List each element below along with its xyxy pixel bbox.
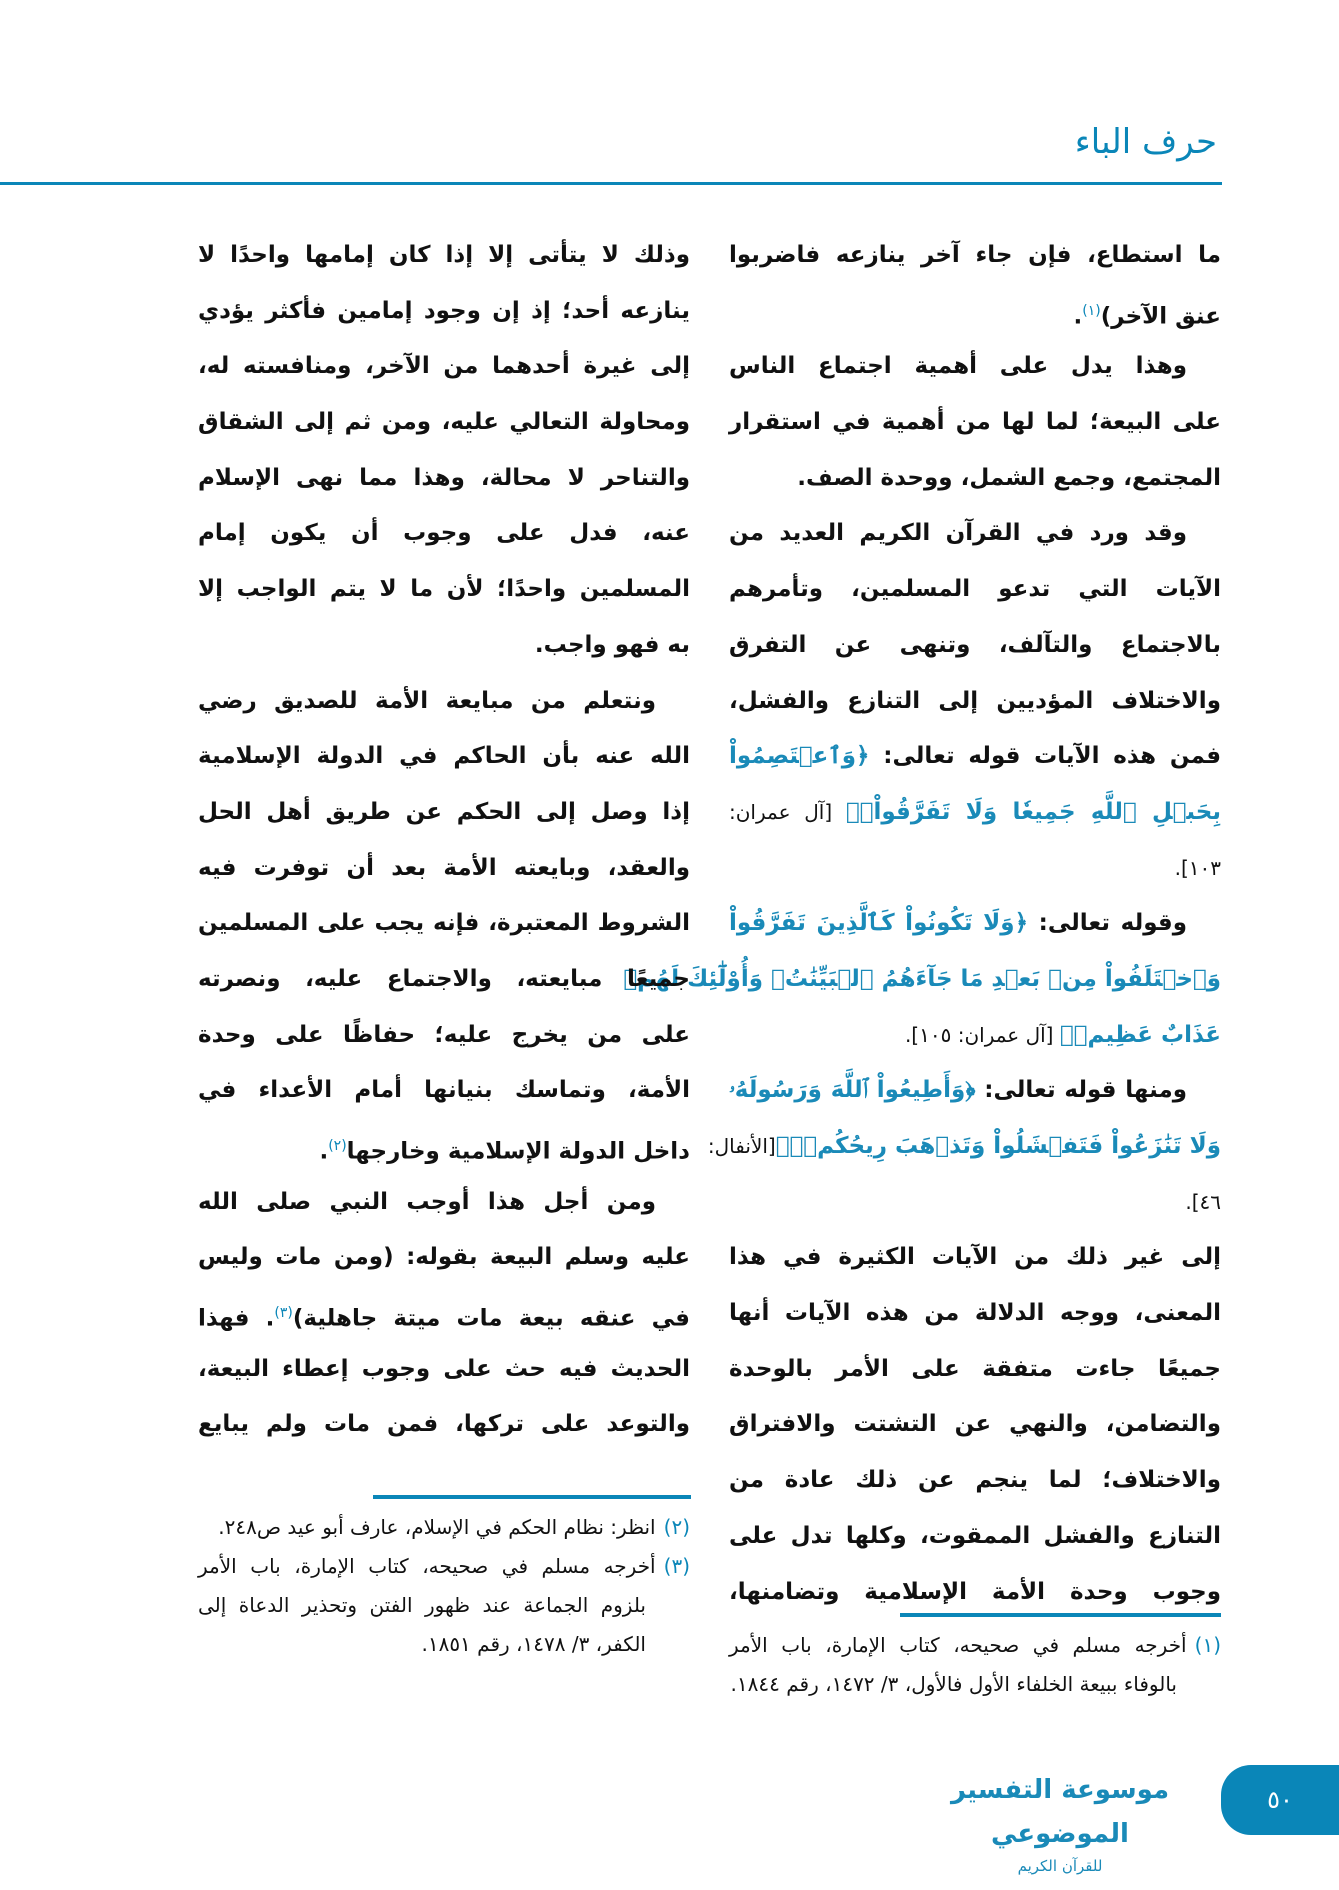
body-text: عنق الآخر) — [1100, 303, 1221, 330]
text-line — [729, 451, 1221, 507]
text-line — [729, 841, 1221, 897]
logo-title: موسوعة التفسير الموضوعي — [950, 1775, 1170, 1849]
header-rule — [0, 182, 1222, 185]
body-text: والاختلاف المؤديين إلى التنازع والفشل، — [729, 687, 1221, 714]
text-line — [198, 562, 690, 618]
footnote — [729, 1626, 1221, 1704]
text-line — [729, 1509, 1221, 1565]
text-line — [729, 896, 1221, 952]
logo-subtitle: للقرآن الكريم — [1017, 1857, 1103, 1875]
verse-reference: ١٠٣]. — [1174, 855, 1221, 880]
verse-reference: [الأنفال: — [707, 1134, 776, 1158]
body-text: وقد ورد في القرآن الكريم العديد من — [729, 520, 1187, 547]
text-line — [198, 1175, 690, 1231]
body-text: الآيات التي تدعو المسلمين، وتأمرهم — [729, 576, 1221, 603]
verse-reference: [آل عمران: ١٠٥]. — [904, 1022, 1060, 1047]
footnote-number: (١) — [1194, 1633, 1221, 1657]
text-line — [198, 284, 690, 340]
footnote-text: أخرجه مسلم في صحيحه، كتاب الإمارة، باب الأمر بلزوم الجماعة عند ظهور الفتن وتحذير الدعاة إلى الكفر، ٣/ ١٤٧٨، رقم ١٨٥١. — [198, 1554, 656, 1656]
quran-verse: وَٱخۡتَلَفُواْ مِنۢ بَعۡدِ مَا جَآءَهُمُ ٱلۡبَيِّنَٰتُۚ وَأُوْلَٰٓئِكَ لَهُمۡ — [623, 965, 1221, 992]
text-line — [729, 1008, 1221, 1064]
text-line — [198, 896, 690, 952]
left-column — [198, 228, 690, 1453]
body-text: جميعًا جاءت متفقة على الأمر بالوحدة — [729, 1355, 1221, 1382]
text-line — [729, 1286, 1221, 1342]
quran-verse: وَلَا تَنَٰزَعُواْ فَتَفۡشَلُواْ وَتَذۡهَبَ رِيحُكُمۡۖ﴾ — [775, 1133, 1221, 1159]
footnote-marker: (٢) — [328, 1138, 347, 1154]
text-line — [729, 395, 1221, 451]
body-text: الشروط المعتبرة، فإنه يجب على المسلمين — [198, 910, 690, 937]
body-text: إلى غيرة أحدهما من الآخر، ومنافسته له، — [198, 353, 690, 380]
body-text: على البيعة؛ لما لها من أهمية في استقرار — [729, 409, 1221, 436]
text-line — [729, 674, 1221, 730]
text-line — [198, 1119, 690, 1175]
footnotes-left — [198, 1508, 690, 1664]
text-line — [729, 562, 1221, 618]
body-text: ومن أجل هذا أوجب النبي صلى الله — [198, 1188, 656, 1215]
quran-verse: ﴿وَأَطِيعُواْ ٱللَّهَ وَرَسُولَهُۥ — [729, 1077, 976, 1104]
body-text: فمن هذه الآيات قوله تعالى: — [869, 743, 1221, 770]
text-line — [198, 395, 690, 451]
text-line — [729, 339, 1221, 395]
body-text: ما استطاع، فإن جاء آخر ينازعه فاضربوا — [729, 242, 1221, 268]
body-text: التنازع والفشل الممقوت، وكلها تدل على — [729, 1522, 1221, 1549]
body-text: إلى غير ذلك من الآيات الكثيرة في هذا — [729, 1244, 1221, 1271]
body-text: ونتعلم من مبايعة الأمة للصديق رضي — [198, 687, 656, 714]
body-text: وهذا يدل على أهمية اجتماع الناس — [729, 353, 1187, 380]
text-line — [729, 1397, 1221, 1453]
text-line — [729, 1063, 1221, 1119]
footnote-number: (٢) — [663, 1515, 690, 1539]
footnote-marker: (٣) — [274, 1305, 293, 1322]
text-line — [198, 228, 690, 284]
text-line — [198, 952, 690, 1008]
footnote-text: أخرجه مسلم في صحيحه، كتاب الإمارة، باب الأمر بالوفاء ببيعة الخلفاء الأول فالأول، ٣/ ١٤٧٢، رقم ١٨٤٤. — [729, 1633, 1187, 1696]
text-line — [729, 1230, 1221, 1286]
text-line — [198, 785, 690, 841]
footnote-text: انظر: نظام الحكم في الإسلام، عارف أبو عيد ص٢٤٨. — [218, 1515, 656, 1539]
body-text: ومنها قوله تعالى: — [975, 1077, 1187, 1104]
text-line — [707, 1119, 1221, 1175]
footnote-divider-right — [900, 1613, 1221, 1617]
text-line — [198, 451, 690, 507]
body-text: . — [1073, 303, 1083, 330]
text-line — [198, 618, 690, 674]
body-text: ومحاولة التعالي عليه، ومن ثم إلى الشقاق — [198, 409, 690, 436]
verse-reference: [آل عمران: — [729, 799, 846, 824]
footnote-marker: (١) — [1082, 302, 1101, 319]
body-text: جميعًا مبايعته، والاجتماع عليه، ونصرته — [198, 965, 690, 992]
quran-verse: بِحَبۡلِ ٱللَّهِ جَمِيعٗا وَلَا تَفَرَّقُواْۚ﴾ — [845, 798, 1221, 825]
encyclopedia-logo — [935, 1768, 1185, 1875]
body-text: به فهو واجب. — [534, 631, 690, 658]
body-text: وجوب وحدة الأمة الإسلامية وتضامنها، — [729, 1578, 1221, 1605]
text-line — [729, 785, 1221, 841]
text-line — [198, 1286, 690, 1342]
body-text: المعنى، ووجه الدلالة من هذه الآيات أنها — [729, 1300, 1221, 1327]
verse-reference: ٤٦]. — [1185, 1189, 1221, 1214]
text-line — [198, 841, 690, 897]
text-line — [729, 729, 1221, 785]
text-line — [198, 1230, 690, 1286]
body-text: . فهذا — [198, 1305, 275, 1332]
quran-verse: عَذَابٌ عَظِيمٞ﴾ — [1059, 1021, 1221, 1048]
body-text: بالاجتماع والتآلف، وتنهى عن التفرق — [729, 631, 1221, 658]
text-line — [198, 729, 690, 785]
body-text: والتوعد على تركها، فمن مات ولم يبايع — [198, 1411, 690, 1438]
body-text: المجتمع، وجمع الشمل، ووحدة الصف. — [797, 464, 1221, 491]
body-text: والعقد، وبايعته الأمة بعد أن توفرت فيه — [198, 854, 690, 881]
body-text: عليه وسلم البيعة بقوله: (ومن مات وليس — [198, 1244, 690, 1271]
text-line — [729, 618, 1221, 674]
chapter-title: حرف الباء — [1074, 122, 1217, 162]
text-line — [198, 506, 690, 562]
text-line — [198, 674, 690, 730]
footnote-number: (٣) — [663, 1554, 690, 1578]
body-text: والتضامن، والنهي عن التشتت والافتراق — [729, 1411, 1221, 1438]
body-text: . — [319, 1138, 329, 1165]
text-line — [729, 1565, 1221, 1621]
footnote — [198, 1508, 690, 1547]
body-text: عنه، فدل على وجوب أن يكون إمام — [198, 520, 690, 547]
body-text: وقوله تعالى: — [1028, 910, 1187, 937]
footnote-divider-left — [373, 1495, 691, 1499]
quran-verse: ﴿وَٱعۡتَصِمُواْ — [729, 743, 870, 770]
text-line — [729, 1342, 1221, 1398]
text-line — [198, 1397, 690, 1453]
text-line — [729, 1453, 1221, 1509]
body-text: على من يخرج عليه؛ حفاظًا على وحدة — [198, 1021, 690, 1048]
text-line — [729, 284, 1221, 340]
text-line — [729, 228, 1221, 284]
page-number: ٥٠ — [1221, 1765, 1339, 1835]
body-text: والتناحر لا محالة، وهذا مما نهى الإسلام — [198, 464, 690, 491]
body-text: الحديث فيه حث على وجوب إعطاء البيعة، — [198, 1355, 690, 1382]
body-text: داخل الدولة الإسلامية وخارجها — [346, 1138, 690, 1165]
text-line — [198, 1342, 690, 1398]
body-text: الأمة، وتماسك بنيانها أمام الأعداء في — [198, 1077, 690, 1104]
text-line — [198, 1063, 690, 1119]
body-text: الله عنه بأن الحاكم في الدولة الإسلامية — [198, 743, 690, 770]
body-text: ينازعه أحد؛ إذ إن وجود إمامين فأكثر يؤدي — [198, 297, 690, 324]
text-line — [729, 1175, 1221, 1231]
text-line — [198, 1008, 690, 1064]
footnote — [198, 1547, 690, 1664]
text-line — [198, 339, 690, 395]
footnotes-right — [729, 1626, 1221, 1704]
body-text: في عنقه بيعة مات ميتة جاهلية) — [292, 1305, 690, 1332]
body-text: والاختلاف؛ لما ينجم عن ذلك عادة من — [729, 1467, 1221, 1494]
text-line — [729, 506, 1221, 562]
body-text: وذلك لا يتأتى إلا إذا كان إمامها واحدًا لا — [198, 242, 690, 268]
body-text: إذا وصل إلى الحكم عن طريق أهل الحل — [198, 798, 690, 825]
body-text: المسلمين واحدًا؛ لأن ما لا يتم الواجب إلا — [198, 576, 690, 603]
quran-verse: ﴿وَلَا تَكُونُواْ كَٱلَّذِينَ تَفَرَّقُواْ — [729, 910, 1029, 937]
text-line — [623, 952, 1221, 1008]
right-column — [623, 228, 1221, 1620]
